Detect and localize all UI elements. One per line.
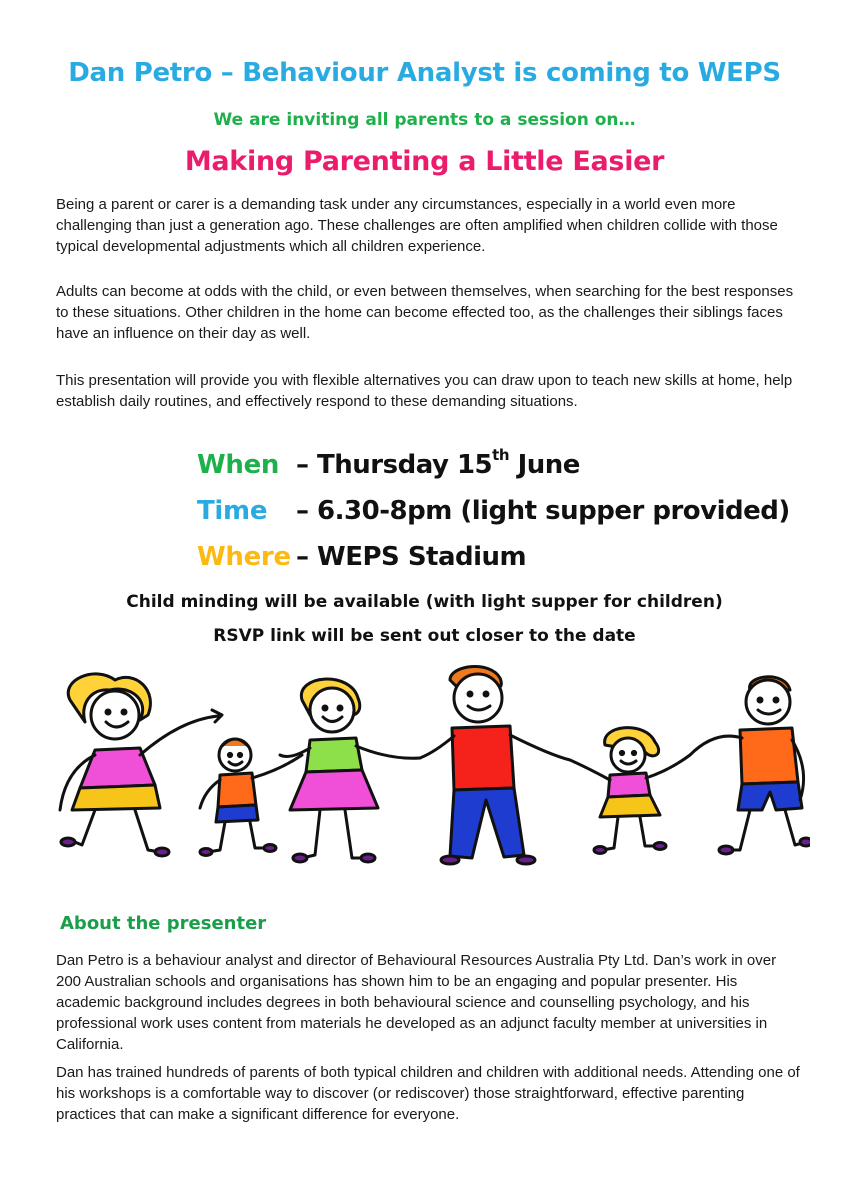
intro-paragraph-3: This presentation will provide you with flexible alternatives you can draw upon to teach new skills at home, help establish daily routines, and effectively respond to these demanding situations. [56,372,793,410]
about-heading: About the presenter [60,913,267,934]
when-value-month: June [509,450,580,480]
about-paragraph-1: Dan Petro is a behaviour analyst and director of Behavioural Resources Australia Pty Ltd. Dan’s work in over 200 Australian schools and organisations has shown him to be an engaging and popular presenter. His academic background includes degrees in both behavioural science and counselling psychology, and his professional work uses content from materials he developed as an adjunct faculty member at universities in California. [56,952,777,1053]
intro-paragraph-1: Being a parent or carer is a demanding task under any circumstances, especially in a world even more challenging than just a generation ago. These challenges are often amplified when children collide with those typical developmental adjustments which all children experience. [56,196,778,255]
when-value [296,446,580,480]
page-title: Dan Petro – Behaviour Analyst is coming to WEPS [68,58,781,88]
when-label: When [197,450,280,480]
childminding-note: Child minding will be available (with light supper for children) [126,592,723,612]
figure-man-red-icon [420,666,570,864]
intro-paragraph-2: Adults can become at odds with the child, or even between themselves, when searching for the best responses to these situations. Other children in the home can become effected too, as the challenges their siblings faces have an influence on their day as well. [56,283,794,342]
figure-girl-green-icon [280,679,420,862]
invite-line: We are inviting all parents to a session on… [213,110,636,130]
time-label: Time [197,496,268,526]
where-value: – WEPS Stadium [296,542,527,572]
figure-small-girl-icon [570,728,690,854]
time-value: – 6.30-8pm (light supper provided) [296,496,790,526]
family-holding-hands-illustration [40,660,810,880]
session-title: Making Parenting a Little Easier [184,146,665,177]
when-value-suffix: th [492,446,510,464]
about-paragraph-2: Dan has trained hundreds of parents of both typical children and children with additional needs. Attending one of his workshops is a comfortable way to discover (or rediscover) those straightforward, effective parenting practices that can make a significant difference for everyone. [56,1064,800,1123]
where-label: Where [197,542,291,572]
figure-mother-icon [60,674,222,856]
rsvp-note: RSVP link will be sent out closer to the date [213,626,636,646]
figure-father-orange-icon [690,677,810,854]
when-value-date: – Thursday 15 [296,450,493,480]
